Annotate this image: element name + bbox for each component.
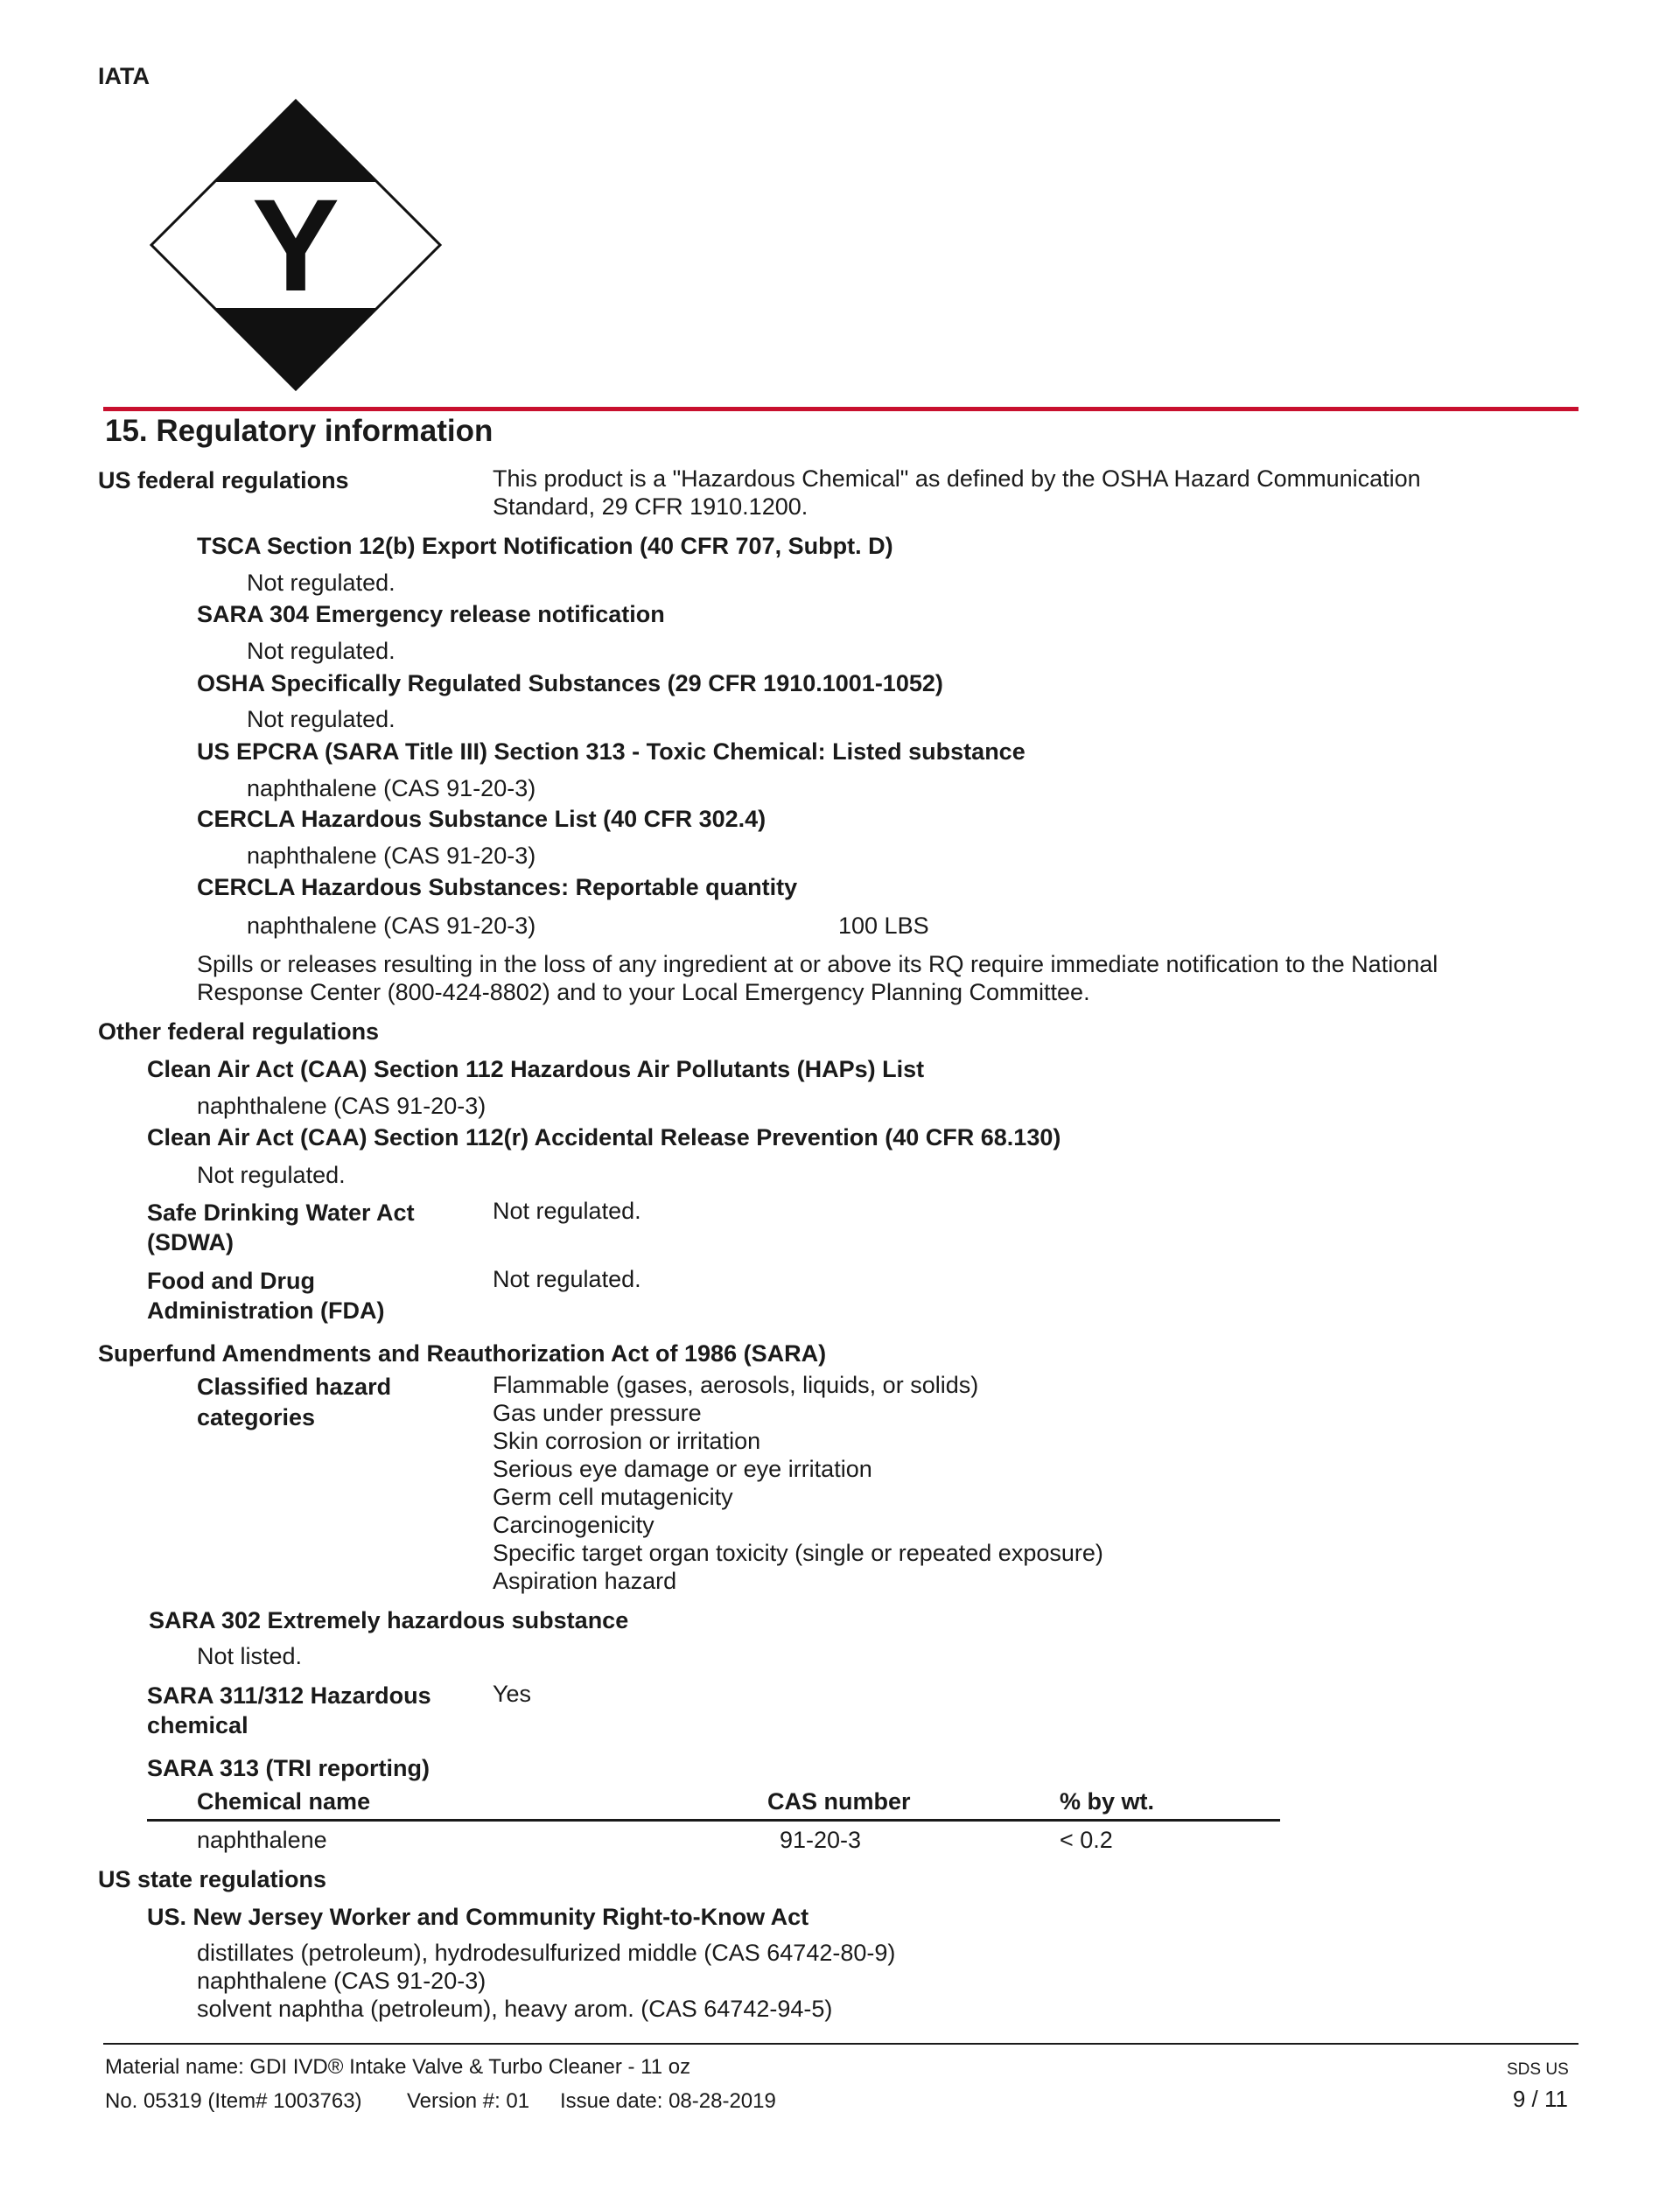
- tsca-heading: TSCA Section 12(b) Export Notification (40 CFR 707, Subpt. D): [197, 533, 893, 559]
- hazard-category: Flammable (gases, aerosols, liquids, or solids): [493, 1372, 979, 1398]
- sdwa-label-2: (SDWA): [147, 1229, 234, 1255]
- caa112-heading: Clean Air Act (CAA) Section 112 Hazardous Air Pollutants (HAPs) List: [147, 1056, 925, 1082]
- footer-page-number: 9 / 11: [1512, 2086, 1568, 2112]
- sdwa-value: Not regulated.: [493, 1198, 641, 1224]
- cercla-list-heading: CERCLA Hazardous Substance List (40 CFR 302.4): [197, 806, 766, 832]
- osha-heading: OSHA Specifically Regulated Substances (29 CFR 1910.1001-1052): [197, 670, 943, 696]
- caa112r-value: Not regulated.: [197, 1162, 346, 1188]
- nj-item: naphthalene (CAS 91-20-3): [197, 1968, 486, 1994]
- table-header-chemical: Chemical name: [197, 1788, 371, 1815]
- table-header-cas: CAS number: [767, 1788, 911, 1815]
- other-federal-label: Other federal regulations: [98, 1018, 380, 1045]
- epcra-value: naphthalene (CAS 91-20-3): [247, 775, 536, 801]
- footer-doc-type: SDS US: [1507, 2060, 1569, 2079]
- cercla-rq-amount: 100 LBS: [838, 913, 929, 939]
- hazard-category: Serious eye damage or eye irritation: [493, 1456, 872, 1482]
- hazard-category: Germ cell mutagenicity: [493, 1484, 733, 1510]
- spill-text-1: Spills or releases resulting in the loss of any ingredient at or above its RQ require immediate notification to the National: [197, 951, 1438, 977]
- footer-material-name: Material name: GDI IVD® Intake Valve & Turbo Cleaner - 11 oz: [105, 2055, 691, 2079]
- fda-label-1: Food and Drug: [147, 1268, 315, 1294]
- sara302-value: Not listed.: [197, 1643, 303, 1669]
- footer-doc-number: No. 05319 (Item# 1003763): [105, 2089, 362, 2113]
- tsca-value: Not regulated.: [247, 570, 396, 596]
- cercla-rq-heading: CERCLA Hazardous Substances: Reportable quantity: [197, 874, 798, 900]
- table-header-percent: % by wt.: [1060, 1788, 1155, 1815]
- us-federal-label: US federal regulations: [98, 467, 349, 493]
- spill-text-2: Response Center (800-424-8802) and to your Local Emergency Planning Committee.: [197, 979, 1090, 1005]
- epcra-heading: US EPCRA (SARA Title III) Section 313 - Toxic Chemical: Listed substance: [197, 738, 1026, 765]
- us-federal-text-1: This product is a "Hazardous Chemical" as defined by the OSHA Hazard Communication: [493, 465, 1421, 492]
- caa112-value: naphthalene (CAS 91-20-3): [197, 1093, 486, 1119]
- us-federal-text-2: Standard, 29 CFR 1910.1200.: [493, 493, 808, 520]
- table-cell-cas: 91-20-3: [780, 1827, 862, 1853]
- us-state-label: US state regulations: [98, 1866, 327, 1892]
- cercla-rq-substance: naphthalene (CAS 91-20-3): [247, 913, 536, 939]
- label-symbol: Y: [251, 171, 340, 318]
- hazard-category: Aspiration hazard: [493, 1568, 677, 1594]
- nj-item: solvent naphtha (petroleum), heavy arom. (CAS 64742-94-5): [197, 1996, 833, 2022]
- sara304-value: Not regulated.: [247, 638, 396, 664]
- limited-quantity-label-icon: [147, 96, 444, 394]
- fda-value: Not regulated.: [493, 1266, 641, 1292]
- nj-item: distillates (petroleum), hydrodesulfurized middle (CAS 64742-80-9): [197, 1940, 896, 1966]
- footer-issue-date: Issue date: 08-28-2019: [560, 2089, 776, 2113]
- footer-version: Version #: 01: [407, 2089, 530, 2113]
- hazard-category: Carcinogenicity: [493, 1512, 654, 1538]
- cercla-list-value: naphthalene (CAS 91-20-3): [247, 843, 536, 869]
- classified-label-1: Classified hazard: [197, 1374, 392, 1400]
- footer-rule: [103, 2043, 1578, 2045]
- sara311-label-1: SARA 311/312 Hazardous: [147, 1682, 431, 1709]
- hazard-category: Skin corrosion or irritation: [493, 1428, 761, 1454]
- sara302-heading: SARA 302 Extremely hazardous substance: [149, 1607, 629, 1633]
- sara313-heading: SARA 313 (TRI reporting): [147, 1755, 430, 1781]
- sdwa-label-1: Safe Drinking Water Act: [147, 1199, 415, 1226]
- caa112r-heading: Clean Air Act (CAA) Section 112(r) Accidental Release Prevention (40 CFR 68.130): [147, 1124, 1061, 1150]
- osha-value: Not regulated.: [247, 706, 396, 732]
- table-cell-percent: < 0.2: [1060, 1827, 1113, 1853]
- fda-label-2: Administration (FDA): [147, 1297, 385, 1324]
- hazard-category: Gas under pressure: [493, 1400, 702, 1426]
- sara-label: Superfund Amendments and Reauthorization Act of 1986 (SARA): [98, 1340, 827, 1367]
- sara304-heading: SARA 304 Emergency release notification: [197, 601, 665, 627]
- table-cell-chemical: naphthalene: [197, 1827, 327, 1853]
- sara311-label-2: chemical: [147, 1712, 248, 1738]
- classified-label-2: categories: [197, 1404, 316, 1430]
- sara311-value: Yes: [493, 1681, 532, 1707]
- section-divider: [103, 407, 1578, 411]
- transport-label: IATA: [98, 63, 150, 89]
- hazard-category: Specific target organ toxicity (single or repeated exposure): [493, 1540, 1103, 1566]
- table-header-rule: [147, 1819, 1280, 1822]
- nj-heading: US. New Jersey Worker and Community Right-to-Know Act: [147, 1904, 809, 1930]
- section-title: 15. Regulatory information: [105, 414, 494, 448]
